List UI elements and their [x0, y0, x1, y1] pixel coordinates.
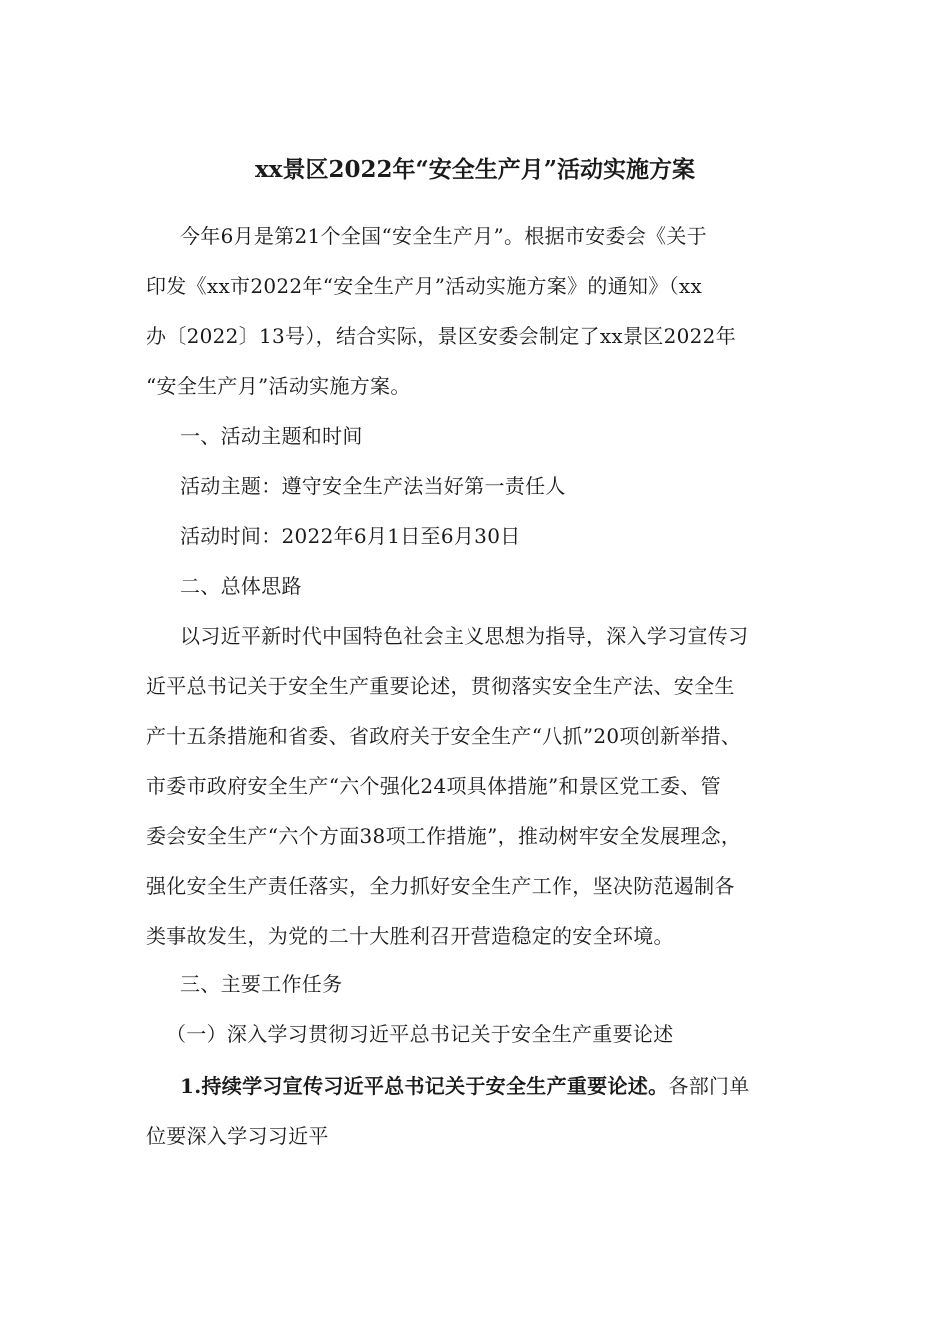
paragraph-intro-line-1: 今年6月是第21个全国“安全生产月”。根据市安委会《关于 [180, 224, 708, 248]
section-heading-2: 二、总体思路 [180, 574, 302, 598]
subsection-heading-1: （一）深入学习贯彻习近平总书记关于安全生产重要论述 [166, 1022, 674, 1046]
paragraph-intro-line-3: 办〔2022〕13号），结合实际，景区安委会制定了xx景区2022年 [146, 324, 737, 348]
paragraph-thinking-line-7: 类事故发生，为党的二十大胜利召开营造稳定的安全环境。 [146, 924, 674, 948]
paragraph-thinking-line-1: 以习近平新时代中国特色社会主义思想为指导，深入学习宣传习 [180, 624, 749, 648]
activity-time: 活动时间：2022年6月1日至6月30日 [180, 524, 521, 548]
task-1-text: 各部门单 [668, 1074, 750, 1098]
activity-theme: 活动主题：遵守安全生产法当好第一责任人 [180, 474, 566, 498]
paragraph-thinking-line-3: 产十五条措施和省委、省政府关于安全生产“八抓”20项创新举措、 [146, 724, 742, 748]
task-1-line-2: 位要深入学习习近平 [146, 1124, 329, 1148]
paragraph-intro-line-4: “安全生产月”活动实施方案。 [146, 374, 411, 398]
task-1-heading: 1.持续学习宣传习近平总书记关于安全生产重要论述。 [180, 1074, 669, 1098]
paragraph-thinking-line-4: 市委市政府安全生产“六个强化24项具体措施”和景区党工委、管 [146, 774, 721, 798]
document-title: xx景区2022年“安全生产月”活动实施方案 [255, 156, 695, 183]
paragraph-thinking-line-5: 委会安全生产“六个方面38项工作措施”，推动树牢安全发展理念， [146, 824, 742, 848]
task-1-line-1 [180, 1072, 750, 1100]
section-heading-3: 三、主要工作任务 [180, 972, 343, 996]
paragraph-thinking-line-6: 强化安全生产责任落实，全力抓好安全生产工作，坚决防范遏制各 [146, 874, 735, 898]
paragraph-intro-line-2: 印发《xx市2022年“安全生产月”活动实施方案》的通知》（xx [146, 274, 703, 298]
paragraph-thinking-line-2: 近平总书记关于安全生产重要论述，贯彻落实安全生产法、安全生 [146, 674, 735, 698]
section-heading-1: 一、活动主题和时间 [180, 424, 363, 448]
